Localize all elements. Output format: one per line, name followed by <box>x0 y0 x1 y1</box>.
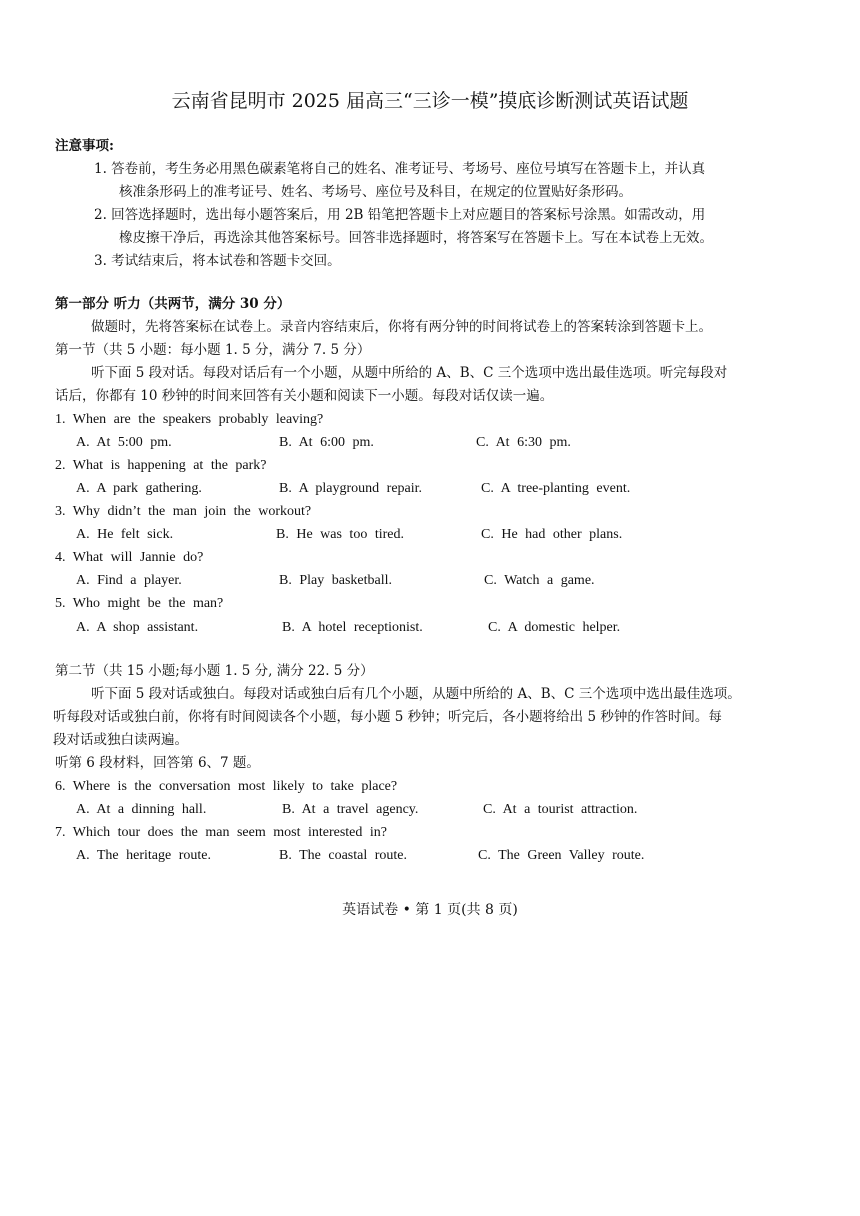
option-c: C. At a tourist attraction. <box>483 802 638 817</box>
option-c: C. A domestic helper. <box>488 620 621 635</box>
notice-item: 2. 回答选择题时，选出每小题答案后，用 2B 铅笔把答题卡上对应题目的答案标号涂黑。如需改动，用 <box>94 207 706 223</box>
option-c: C. The Green Valley route. <box>478 848 645 863</box>
option-c: C. He had other plans. <box>481 527 623 542</box>
question-2: 2. What is happening at the park? <box>55 458 267 473</box>
section1-heading: 第一节（共 5 小题：每小题 1. 5 分，满分 7. 5 分） <box>55 342 371 358</box>
page-footer: 英语试卷 • 第 1 页(共 8 页) <box>342 902 518 918</box>
option-c: C. At 6:30 pm. <box>476 435 571 450</box>
question-3: 3. Why didn’t the man join the workout? <box>55 504 312 519</box>
option-a: A. The heritage route. <box>76 848 211 863</box>
option-b: B. A hotel receptionist. <box>282 620 423 635</box>
section2-instruction: 段对话或独白读两遍。 <box>53 732 188 748</box>
option-a: A. At a dinning hall. <box>76 802 207 817</box>
section2-instruction: 听下面 5 段对话或独白。每段对话或独白后有几个小题，从题中所给的 A、B、C 三个选项中选出最佳选项。 <box>91 686 741 702</box>
option-a: A. At 5:00 pm. <box>76 435 172 450</box>
question-6: 6. Where is the conversation most likely to take place? <box>55 779 398 794</box>
option-b: B. Play basketball. <box>279 573 392 588</box>
option-c: C. Watch a game. <box>484 573 595 588</box>
question-5: 5. Who might be the man? <box>55 596 224 611</box>
option-a: A. A park gathering. <box>76 481 202 496</box>
option-a: A. A shop assistant. <box>76 620 199 635</box>
section2-heading: 第二节（共 15 小题;每小题 1. 5 分, 满分 22. 5 分） <box>55 663 374 679</box>
notice-heading: 注意事项: <box>55 138 114 154</box>
section2-instruction: 听每段对话或独白前，你将有时间阅读各个小题，每小题 5 秒钟；听完后，各小题将给出 5 秒钟的作答时间。每 <box>53 709 722 725</box>
option-a: A. He felt sick. <box>76 527 174 542</box>
question-7: 7. Which tour does the man seem most interested in? <box>55 825 388 840</box>
question-1: 1. When are the speakers probably leaving? <box>55 412 324 427</box>
notice-item: 1. 答卷前，考生务必用黑色碳素笔将自己的姓名、准考证号、考场号、座位号填写在答题卡上，并认真 <box>94 161 706 177</box>
option-b: B. A playground repair. <box>279 481 423 496</box>
option-b: B. At 6:00 pm. <box>279 435 374 450</box>
option-b: B. The coastal route. <box>279 848 407 863</box>
option-c: C. A tree-planting event. <box>481 481 631 496</box>
material-note: 听第 6 段材料，回答第 6、7 题。 <box>55 755 260 771</box>
part1-instruction: 做题时，先将答案标在试卷上。录音内容结束后，你将有两分钟的时间将试卷上的答案转涂到答题卡上。 <box>91 319 712 335</box>
part1-heading: 第一部分 听力（共两节，满分 30 分） <box>55 296 291 312</box>
notice-item: 橡皮擦干净后，再选涂其他答案标号。回答非选择题时，将答案写在答题卡上。写在本试卷上无效。 <box>119 230 713 246</box>
option-b: B. At a travel agency. <box>282 802 419 817</box>
option-b: B. He was too tired. <box>276 527 404 542</box>
notice-item: 3. 考试结束后，将本试卷和答题卡交回。 <box>94 253 341 269</box>
question-4: 4. What will Jannie do? <box>55 550 204 565</box>
section1-instruction: 听下面 5 段对话。每段对话后有一个小题，从题中所给的 A、B、C 三个选项中选出最佳选项。听完每段对 <box>91 365 728 381</box>
notice-item: 核准条形码上的准考证号、姓名、考场号、座位号及科目，在规定的位置贴好条形码。 <box>119 184 632 200</box>
page-title: 云南省昆明市 2025 届高三“三诊一模”摸底诊断测试英语试题 <box>171 90 689 112</box>
option-a: A. Find a player. <box>76 573 182 588</box>
section1-instruction: 话后，你都有 10 秒钟的时间来回答有关小题和阅读下一小题。每段对话仅读一遍。 <box>55 388 554 404</box>
